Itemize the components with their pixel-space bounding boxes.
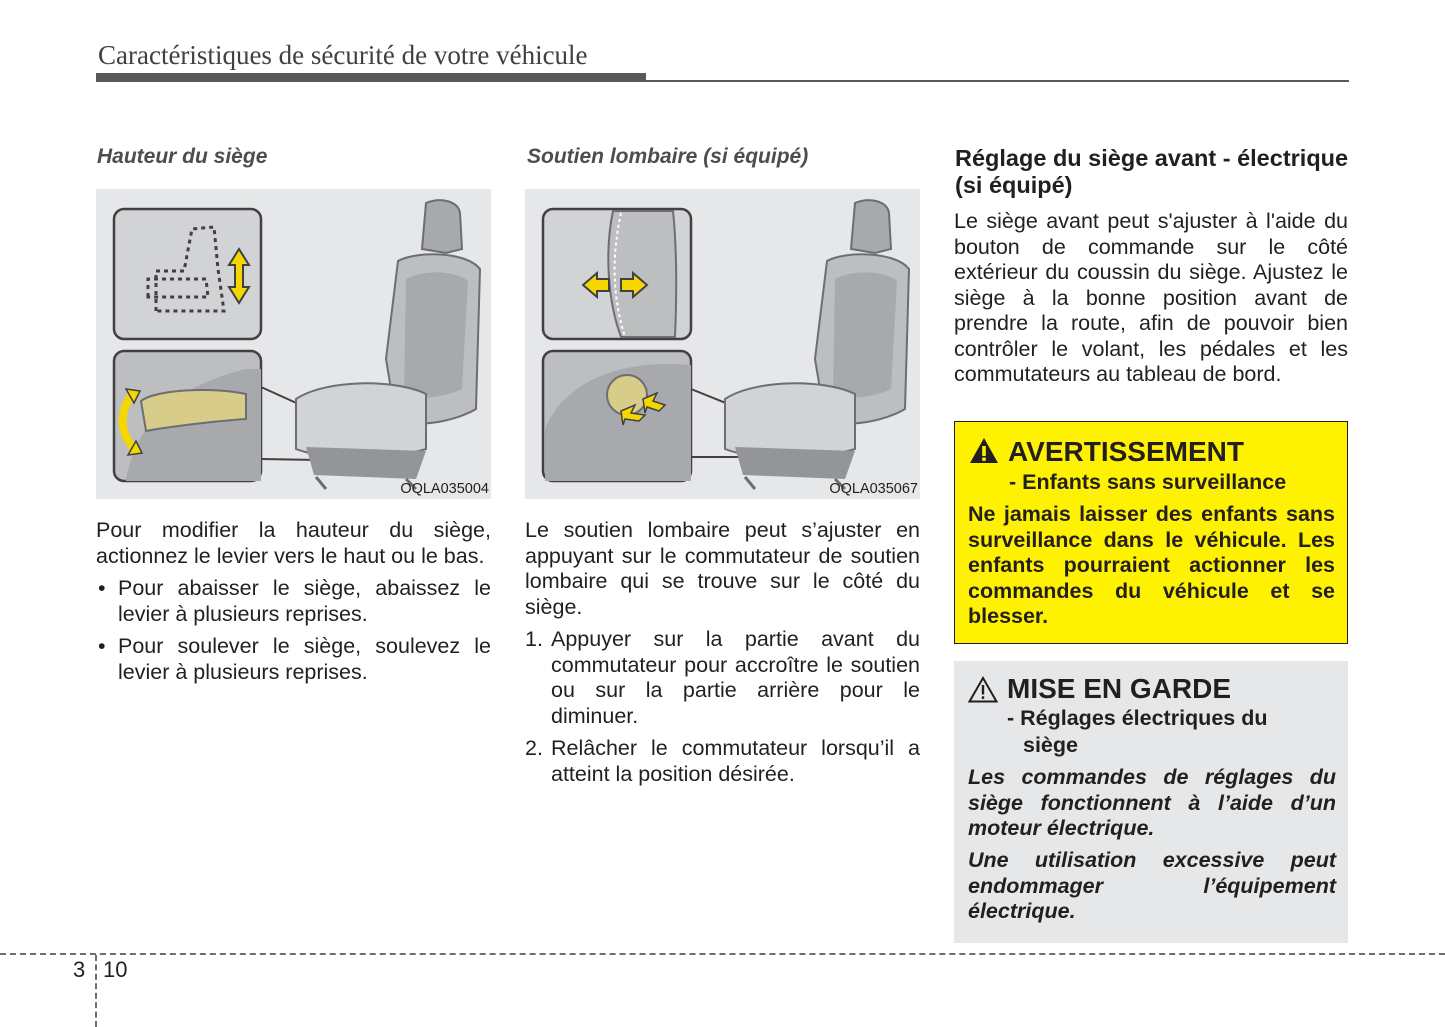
- header-rule-thin: [646, 80, 1349, 82]
- caution-subtitle-line1: - Réglages électriques du: [1007, 706, 1268, 730]
- caution-triangle-icon: [968, 676, 998, 708]
- lumbar-support-illustration: [525, 189, 920, 499]
- caution-body-1: Les commandes de réglages du siège fonctionnent à l’aide d’un moteur électrique.: [968, 765, 1336, 840]
- figure-code: OQLA035004: [400, 481, 489, 497]
- warning-subtitle: - Enfants sans surveillance: [1009, 470, 1287, 494]
- page-number: 10: [103, 957, 128, 982]
- footer-dotted-divider: [95, 955, 97, 1027]
- lumbar-paragraph: Le soutien lombaire peut s’ajuster en appuyant sur le commutateur de soutien lombaire qui se trouve sur le côté du siège.: [525, 518, 920, 619]
- list-item: [525, 736, 920, 787]
- seat-height-figure: [96, 189, 491, 499]
- step-text: Appuyer sur la partie avant du commutateur pour accroître le soutien ou sur la partie arrière pour le diminuer.: [551, 627, 920, 728]
- caution-subtitle-line2: siège: [1023, 733, 1078, 757]
- running-header-title: Caractéristiques de sécurité de votre véhicule: [98, 40, 588, 70]
- car-seat-graphic: [725, 200, 909, 489]
- figure-code: OQLA035067: [829, 481, 918, 497]
- caution-body-2: Une utilisation excessive peut endommager l’équipement électrique.: [968, 848, 1336, 923]
- step-number: 1.: [525, 627, 543, 651]
- bullet-marker: •: [98, 634, 106, 658]
- list-item: [96, 634, 491, 685]
- seat-height-illustration: [96, 189, 491, 499]
- lumbar-support-subheading: Soutien lombaire (si équipé): [527, 145, 809, 168]
- header-rule-thick: [96, 73, 646, 82]
- bullet-text: Pour abaisser le siège, abaissez le levier à plusieurs reprises.: [118, 576, 491, 626]
- caution-box: [954, 661, 1348, 943]
- bullet-text: Pour soulever le siège, soulevez le levier à plusieurs reprises.: [118, 634, 491, 684]
- seat-height-subheading: Hauteur du siège: [97, 145, 268, 168]
- list-item: [96, 576, 491, 627]
- warning-title: AVERTISSEMENT: [1008, 436, 1244, 467]
- seat-height-paragraph: Pour modifier la hauteur du siège, actionnez le levier vers le haut ou le bas.: [96, 518, 491, 568]
- power-seat-heading: Réglage du siège avant - électrique (si équipé): [955, 145, 1349, 198]
- car-seat-graphic: [296, 200, 480, 489]
- step-text: Relâcher le commutateur lorsqu’il a atteint la position désirée.: [551, 736, 920, 786]
- step-number: 2.: [525, 736, 543, 760]
- bullet-marker: •: [98, 576, 106, 600]
- seat-height-text: [96, 518, 491, 685]
- power-seat-paragraph: Le siège avant peut s'ajuster à l'aide du bouton de commande sur le côté extérieur du coussin du siège. Ajustez le siège à la bonne position avant de prendre la route, afin de pouvoir bien contrôler le volant, les pédales et les commutateurs au tableau de bord.: [954, 209, 1348, 386]
- page-chapter-number: 3: [73, 957, 86, 982]
- lumbar-support-text: [525, 518, 920, 787]
- footer-dotted-rule: [0, 953, 1445, 955]
- caution-title: MISE EN GARDE: [1007, 673, 1232, 704]
- warning-box: [954, 421, 1348, 644]
- warning-triangle-icon: [969, 437, 999, 469]
- list-item: [525, 627, 920, 729]
- lumbar-support-figure: [525, 189, 920, 499]
- warning-body: Ne jamais laisser des enfants sans surveillance dans le véhicule. Les enfants pourraient actionner les commandes du véhicule et se blesser.: [968, 502, 1335, 628]
